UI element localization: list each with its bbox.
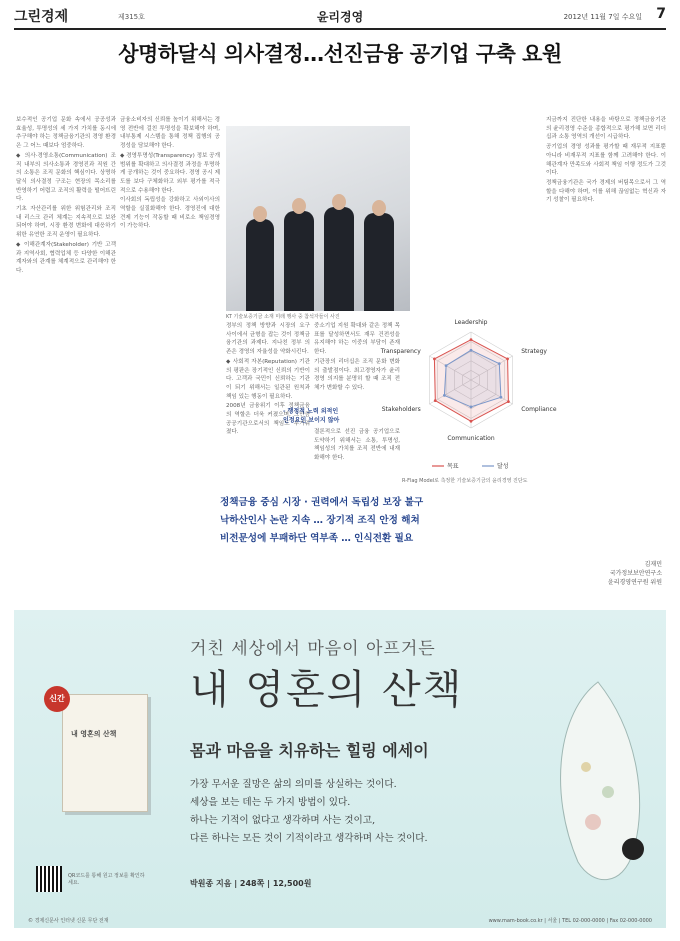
qr-caption: QR코드를 통해 원고 정보를 확인하세요. [68, 873, 145, 886]
radar-data-point [445, 364, 448, 367]
issue-number: 제315호 [118, 13, 145, 21]
paragraph: ◆ 의사·경영소통(Communication) 조직 내부의 의사소통과 경영진과 직원 간의 소통은 조직 문화의 핵심이다. 상명하달식 의사결정 구조는 현장의 목소리를 반영하기 어렵고 조직의 활력을 떨어뜨린다. [16, 152, 116, 203]
chart-caption: R-Flag Model로 측정한 기술보증기금의 윤리경영 진단도 [402, 478, 528, 484]
paragraph: 기초 자산관리를 위한 위험관리와 조직 내 리스크 관리 체계는 지속적으로 보완되어야 하며, 시장 환경 변화에 대응하기 위한 유연한 조직 운영이 필요하다. [16, 206, 116, 239]
ad-kicker: 거친 세상에서 마음이 아프거든 [190, 639, 436, 659]
radar-chart [380, 300, 557, 480]
author-role: 윤리경영연구원 위원 [607, 579, 662, 586]
book-cover-title: 내 영혼의 산책 [71, 730, 117, 738]
pull-quote-line: 비전문성에 부패하단 역부족 … 인식전환 필요 [220, 533, 414, 544]
radar-data-point [443, 394, 446, 397]
radar-chart-svg [380, 300, 557, 480]
ad-subtitle: 몸과 마음을 치유하는 힐링 에세이 [190, 741, 429, 760]
paragraph: 금융소비자의 신뢰를 높이기 위해서는 경영 전반에 걸친 투명성을 확보해야 하며, 내부통제 시스템을 통해 정책 집행의 공정성을 담보해야 한다. [120, 117, 220, 150]
radar-data-point [507, 400, 510, 403]
paragraph: 지금까지 진단한 내용을 바탕으로 정책금융기관의 윤리경영 수준을 종합적으로 평가해 보면 리더십과 소통 영역의 개선이 시급하다. [546, 117, 666, 141]
paragraph: 이사회의 독립성을 강화하고 사외이사의 역할을 실질화해야 한다. 경영진에 대한 견제 기능이 작동할 때 비로소 책임경영이 가능하다. [120, 197, 220, 230]
pull-quote-line: 정책금융 중심 시장 · 권력에서 독립성 보장 불구 [220, 497, 424, 508]
pull-quote-line: 낙하산인사 논란 지속 … 장기적 조직 안정 해쳐 [220, 515, 420, 526]
radar-axis-label: Leadership [454, 319, 488, 326]
author-org: 국가정보보안연구소 [609, 570, 662, 577]
book-cover [62, 694, 148, 812]
ad-footer-right: www.mam-book.co.kr | 서울 | TEL 02-000-0000 | Fax 02-000-0000 [488, 918, 652, 924]
radar-axis-label: Transparency [380, 348, 421, 355]
radar-data-point [500, 396, 503, 399]
publication-name: 그린경제 [14, 9, 69, 25]
ad-line: 다른 하나는 모든 것이 기적이라고 생각하며 사는 것이다. [190, 833, 428, 844]
radar-data-point [506, 357, 509, 360]
article-column-1 [16, 116, 116, 596]
author-name: 김재민 [644, 561, 662, 568]
radar-axis-label: Strategy [521, 348, 547, 355]
article-photo [226, 126, 410, 311]
article-column-2 [120, 116, 220, 596]
paragraph: ◆ 사회적 자본(Reputation) 기관의 평판은 장기적인 신뢰의 기반이다. 고객과 국민이 신뢰하는 기관이 되기 위해서는 일관된 원칙과 책임 있는 행동이 필요하다. [226, 358, 310, 400]
article-column-4b [314, 428, 400, 492]
radar-data-point [433, 357, 436, 360]
ad-footer-left: © 경제신문사 인터넷 신문 무단 전재 [28, 918, 109, 924]
paragraph: 기관장의 리더십은 조직 문화 변화의 출발점이다. 최고경영자가 윤리경영 의지를 분명히 할 때 조직 전체가 변화할 수 있다. [314, 358, 400, 391]
ad-line: 하나는 기적이 없다고 생각하며 사는 것이고, [190, 815, 376, 826]
radar-data-point [470, 338, 473, 341]
ad-line: 가장 무서운 질망은 삶의 의미를 상실하는 것이다. [190, 779, 397, 790]
qr-code-icon [36, 866, 62, 892]
issue-date: 2012년 11월 7일 수요일 [563, 13, 642, 21]
paragraph: 결론적으로 선진 금융 공기업으로 도약하기 위해서는 소통, 투명성, 책임성의 가치를 조직 전반에 내재화해야 한다. [314, 429, 400, 462]
ad-footer [28, 917, 652, 924]
subhead-line: - 행정적 노력 외적인 [283, 408, 339, 415]
paragraph: ◆ 이해관계자(Stakeholder) 기반 고객과 지역사회, 협력업체 등 다양한 이해관계자와의 관계를 체계적으로 관리해야 한다. [16, 241, 116, 274]
article-column-4 [314, 322, 400, 404]
page-number: 7 [656, 6, 666, 22]
ad-book-info: 박원종 지음 | 248쪽 | 12,500원 [190, 879, 312, 888]
radar-data-point [470, 349, 473, 352]
masthead [14, 4, 666, 30]
byline [582, 560, 662, 587]
paragraph: 정책금융기관은 국가 경제의 버팀목으로서 그 역할을 다해야 하며, 이를 위해 끊임없는 혁신과 자기 성찰이 필요하다. [546, 179, 666, 204]
subhead-line: 인정요인 보이지 않아 [283, 417, 340, 424]
ad-title: 내 영혼의 산책 [190, 667, 464, 713]
book-advertisement [14, 610, 666, 928]
radar-axis-label: Communication [447, 435, 495, 442]
legend-label: 달성 [497, 463, 509, 470]
article-headline: 상명하달식 의사결정…선진금융 공기업 구축 요원 [118, 42, 562, 66]
legend-label: 목표 [447, 463, 459, 470]
paragraph: 공기업의 경영 성과를 평가할 때 재무적 지표뿐 아니라 비재무적 지표를 함께 고려해야 한다. 이해관계자 만족도와 사회적 책임 이행 정도가 그것이다. [546, 144, 666, 177]
radar-data-point [470, 420, 473, 423]
radar-data-point [470, 405, 473, 408]
pull-quote [220, 494, 460, 548]
new-book-badge: 신간 [44, 686, 70, 712]
paragraph: 정부의 정책 방향과 시장의 요구 사이에서 균형을 잡는 것이 정책금융기관의 과제다. 지나친 정부 의존은 경영의 자율성을 약화시킨다. [226, 323, 310, 356]
photo-caption: KT 기술보증기금 소재 미래 행사 중 참석자들이 사진 [226, 314, 340, 320]
radar-data-point [434, 399, 437, 402]
radar-axis-label: Compliance [521, 406, 557, 413]
radar-axis-label: Stakeholders [381, 406, 421, 413]
paragraph: ◆ 경영투명성(Transparency) 정보 공개 범위를 확대하고 의사결정 과정을 투명하게 공개하는 것이 중요하다. 경영 공시 제도를 보다 구체화하고 외부 평가를 적극적으로 수용해야 한다. [120, 152, 220, 194]
article-column-5 [546, 116, 666, 556]
paragraph: 보수적인 공기업 문화 속에서 공공성과 효율성, 투명성의 세 가지 가치를 동시에 추구해야 하는 정책금융기관의 경영 환경은 그 어느 때보다 엄중하다. [16, 117, 116, 150]
radar-data-point [498, 362, 501, 365]
ad-line: 세상을 보는 데는 두 가지 방법이 있다. [190, 797, 351, 808]
publisher-logo-icon [622, 838, 644, 860]
paragraph: 2008년 금융위기 이후 정책금융의 역할은 더욱 커졌으며, 그만큼 공공기관으로서의 책임도 무거워졌다. [226, 403, 310, 436]
paragraph: 중소기업 지원 확대와 같은 정책 목표를 달성하면서도 재무 건전성을 유지해야 하는 이중의 부담이 존재한다. [314, 323, 400, 356]
section-title: 윤리경영 [316, 10, 364, 24]
